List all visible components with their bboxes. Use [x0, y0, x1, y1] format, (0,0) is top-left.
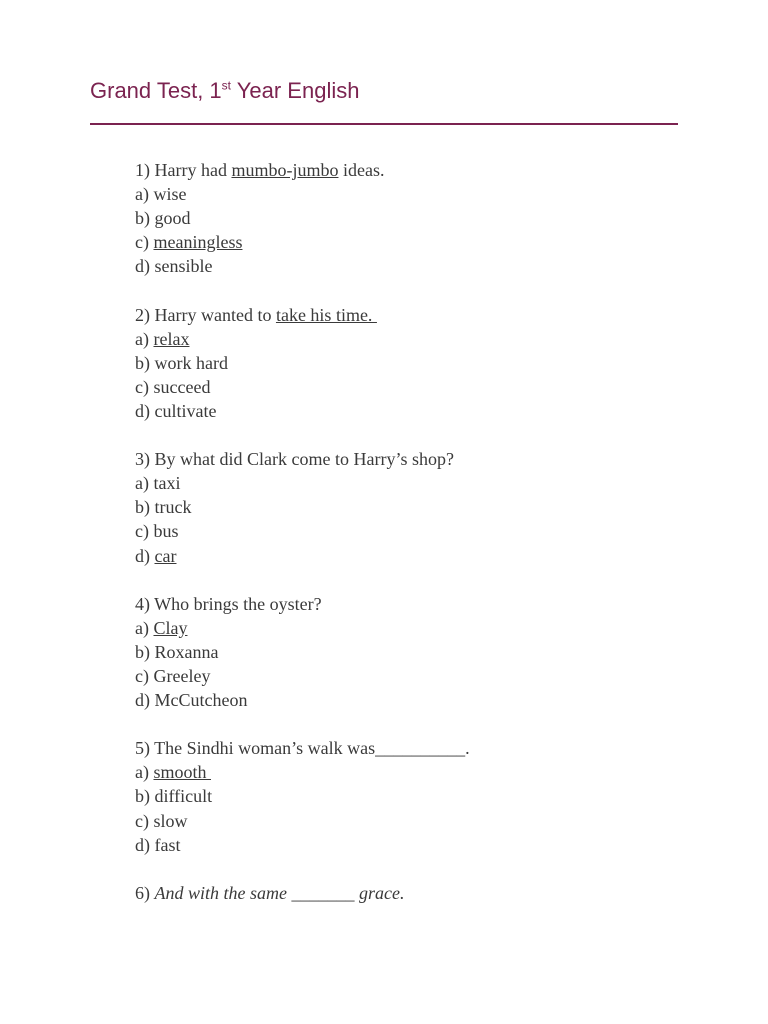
answer-option: [135, 760, 470, 784]
question-stem: [135, 881, 470, 905]
answer-option: [135, 544, 470, 568]
question-stem: [135, 303, 470, 327]
answer-option: [135, 230, 470, 254]
text-segment: 2) Harry wanted to: [135, 304, 276, 325]
text-segment: d) fast: [135, 834, 181, 855]
question-block: [135, 592, 470, 712]
question-stem: [135, 447, 470, 471]
title-text: Grand Test, 1: [90, 78, 222, 103]
text-segment: d) sensible: [135, 256, 213, 277]
answer-option: [135, 833, 470, 857]
text-segment: c) bus: [135, 521, 179, 542]
answer-option: [135, 495, 470, 519]
text-segment: b) truck: [135, 497, 192, 518]
answer-option: [135, 784, 470, 808]
text-segment: c) Greeley: [135, 665, 211, 686]
text-segment: b) good: [135, 208, 191, 229]
underlined-answer: take his time.: [275, 304, 377, 325]
text-segment: b) work hard: [135, 352, 228, 373]
text-segment: b) Roxanna: [135, 641, 219, 662]
text-segment: a) wise: [135, 184, 187, 205]
question-block: [135, 303, 470, 423]
text-segment: a) taxi: [135, 473, 181, 494]
underlined-answer: meaningless: [153, 232, 243, 253]
text-segment: c) succeed: [135, 376, 211, 397]
answer-option: [135, 327, 470, 351]
text-segment: 1) Harry had: [135, 160, 232, 180]
answer-option: [135, 254, 470, 278]
underlined-answer: mumbo-jumbo: [231, 160, 339, 180]
answer-option: [135, 519, 470, 543]
question-stem: [135, 592, 470, 616]
text-segment: 3) By what did Clark come to Harry’s shop?: [135, 449, 454, 470]
underlined-answer: car: [154, 545, 177, 566]
text-segment: 4) Who brings the oyster?: [135, 593, 322, 614]
text-segment: d) McCutcheon: [135, 690, 248, 711]
text-segment: 5) The Sindhi woman’s walk was__________.: [135, 738, 470, 759]
answer-option: [135, 399, 470, 423]
question-block: [135, 881, 470, 905]
title-text-end: Year English: [231, 78, 360, 103]
answer-option: [135, 375, 470, 399]
answer-option: [135, 688, 470, 712]
question-block: [135, 158, 470, 278]
text-segment: 6): [135, 882, 155, 903]
question-block: [135, 447, 470, 567]
text-segment: c) slow: [135, 810, 188, 831]
question-list: [135, 158, 470, 929]
text-segment: a): [135, 762, 154, 783]
page-title: [90, 76, 359, 106]
answer-option: [135, 616, 470, 640]
text-segment: c): [135, 232, 154, 253]
answer-option: [135, 182, 470, 206]
title-divider: [90, 123, 678, 125]
text-segment: ideas.: [338, 160, 385, 180]
question-block: [135, 736, 470, 856]
question-stem: [135, 736, 470, 760]
answer-option: [135, 640, 470, 664]
answer-option: [135, 206, 470, 230]
text-segment: b) difficult: [135, 786, 213, 807]
title-superscript: st: [221, 78, 232, 93]
answer-option: [135, 471, 470, 495]
text-segment: d) cultivate: [135, 400, 217, 421]
answer-option: [135, 809, 470, 833]
text-segment: And with the same _______ grace.: [154, 882, 405, 903]
question-stem: [135, 158, 470, 182]
underlined-answer: smooth: [153, 762, 211, 783]
text-segment: d): [135, 545, 155, 566]
underlined-answer: relax: [153, 328, 190, 349]
answer-option: [135, 664, 470, 688]
text-segment: a): [135, 328, 154, 349]
underlined-answer: Clay: [153, 617, 188, 638]
text-segment: a): [135, 617, 154, 638]
answer-option: [135, 351, 470, 375]
